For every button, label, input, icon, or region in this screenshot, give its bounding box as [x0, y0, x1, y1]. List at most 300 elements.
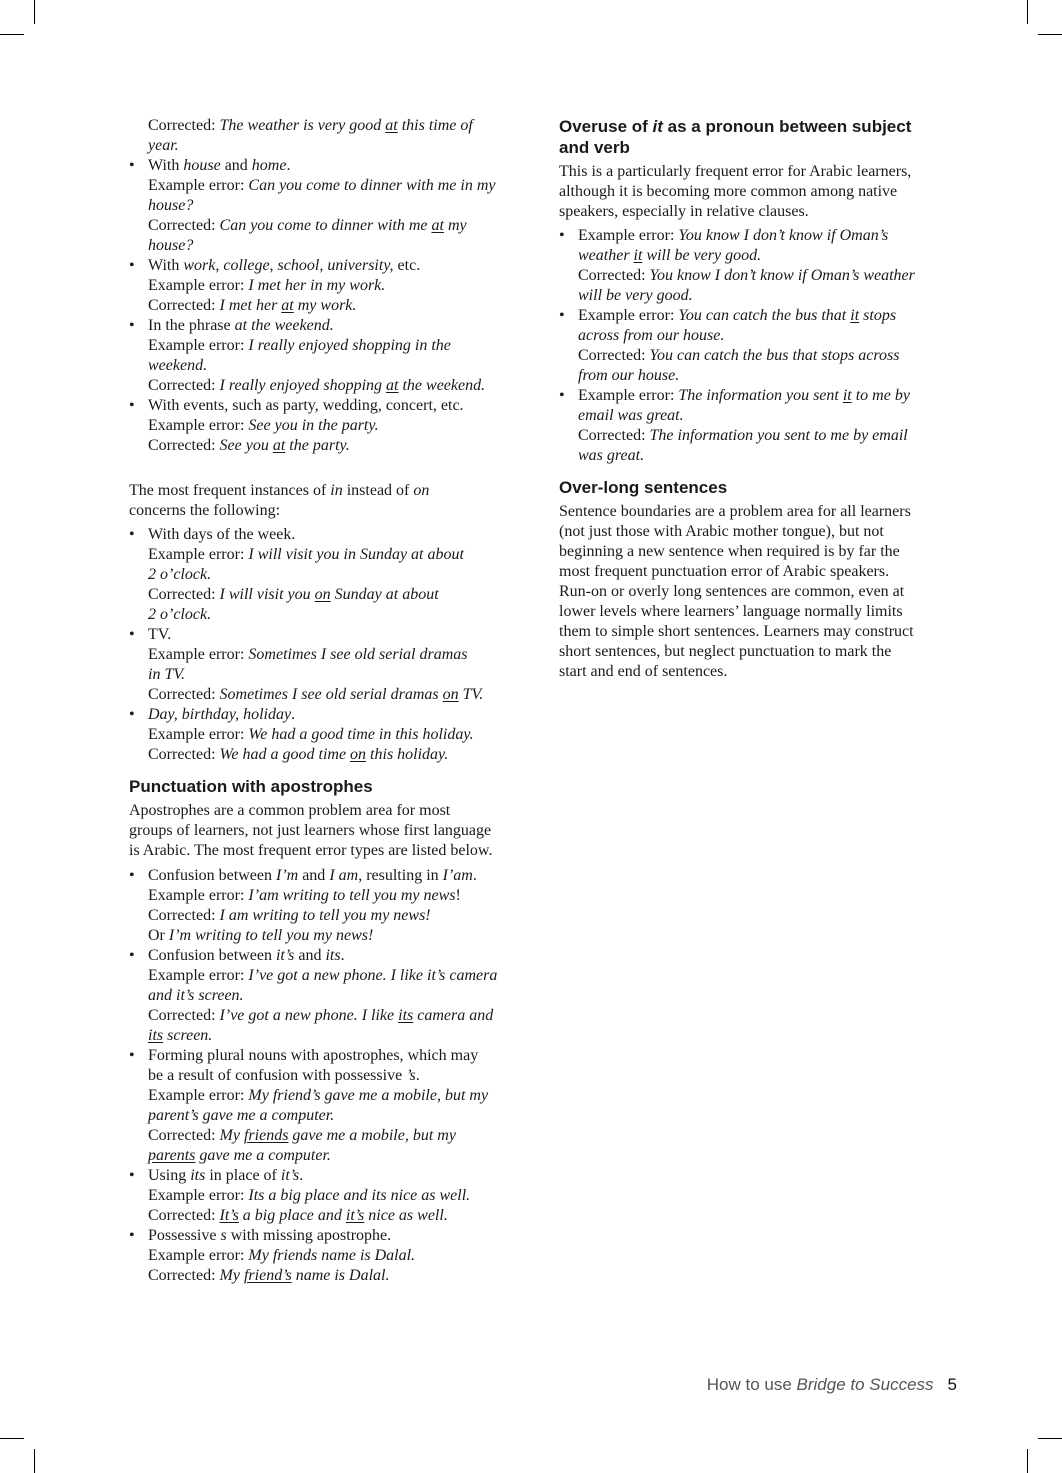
page-number: 5: [947, 1375, 957, 1394]
text: .: [299, 1167, 304, 1184]
text: Corrected:: [148, 217, 220, 234]
text-line: [129, 525, 539, 545]
text: Corrected:: [148, 746, 220, 763]
text: With days of the week.: [148, 526, 296, 543]
paragraph: [129, 801, 539, 861]
italic-text: will be very good.: [578, 287, 693, 304]
italic-text: Sometimes I see old serial dramas: [248, 646, 468, 663]
italic-text: I’am: [442, 867, 473, 884]
bullet-icon: •: [129, 1227, 135, 1244]
italic-text: screen.: [163, 1027, 213, 1044]
italic-text: The information you sent: [678, 387, 843, 404]
italic-text: this time of: [397, 117, 473, 134]
list-item: [129, 316, 539, 396]
bullet-icon: •: [129, 947, 135, 964]
text: With: [148, 257, 184, 274]
italic-text: TV.: [458, 686, 484, 703]
italic-text: I’ve got a new phone. I like it’s camera: [248, 967, 498, 984]
text-line: [129, 196, 539, 216]
text-line: [129, 1046, 539, 1066]
crop-mark: [0, 34, 24, 35]
text: Corrected:: [148, 297, 220, 314]
italic-text: The information you sent to me by email: [649, 427, 908, 444]
list-item: [129, 705, 539, 765]
text: Example error:: [148, 177, 249, 194]
italic-text: I met her in my work.: [248, 277, 386, 294]
text-line: [129, 906, 539, 926]
italic-text: house?: [148, 237, 194, 254]
italic-text: The weather is very good: [219, 117, 386, 134]
paragraph: [129, 116, 539, 156]
italic-text: I really enjoyed shopping: [219, 377, 387, 394]
text-line: [559, 346, 959, 366]
bullet-icon: •: [129, 257, 135, 274]
text-line: [129, 1126, 539, 1146]
text-line: [129, 156, 539, 176]
text-line: [129, 745, 539, 765]
italic-text: weather: [578, 247, 634, 264]
underlined-text: parents: [148, 1147, 196, 1164]
italic-text: s: [220, 1227, 227, 1244]
text: Or: [148, 927, 169, 944]
text: start and end of sentences.: [559, 663, 728, 680]
text: Example error:: [148, 277, 249, 294]
italic-text: it’s: [280, 1167, 300, 1184]
section-heading: [559, 116, 959, 158]
text-line: [129, 501, 539, 521]
text: Corrected:: [148, 1207, 220, 1224]
text-line: [129, 1166, 539, 1186]
crop-mark: [1027, 1449, 1028, 1473]
page-footer: [707, 1375, 957, 1395]
text: although it is becoming more common among native: [559, 183, 898, 200]
text: The most frequent instances of: [129, 482, 331, 499]
text-line: [559, 366, 959, 386]
bullet-icon: •: [129, 1047, 135, 1064]
italic-text: gave me a mobile, but my: [288, 1127, 456, 1144]
italic-text: nice as well.: [364, 1207, 448, 1224]
text: them to simple short sentences. Learners may construct: [559, 623, 914, 640]
text: in place of: [205, 1167, 281, 1184]
text-line: [559, 502, 959, 522]
text-line: [129, 946, 539, 966]
text: beginning a new sentence when required is by far the: [559, 543, 900, 560]
text-line: [129, 725, 539, 745]
underlined-text: friend’s: [243, 1267, 292, 1284]
bullet-icon: •: [559, 227, 565, 244]
text-line: [129, 801, 539, 821]
italic-text: You can catch the bus that: [678, 307, 851, 324]
text: Run-on or overly long sentences are common, even at: [559, 583, 905, 600]
text-line: [129, 1146, 539, 1166]
text: Overuse of: [559, 117, 653, 136]
text: and verb: [559, 138, 630, 157]
italic-text: 2 o’clock.: [148, 566, 212, 583]
text-line: [559, 542, 959, 562]
italic-text: from our house.: [578, 367, 680, 384]
text-line: [129, 1006, 539, 1026]
italic-text: ’s: [406, 1067, 416, 1084]
text: Example error:: [578, 307, 679, 324]
paragraph: [559, 502, 959, 682]
text-line: [559, 116, 959, 137]
bullet-icon: •: [129, 1167, 135, 1184]
text-line: [559, 162, 959, 182]
text: Example error:: [148, 337, 249, 354]
italic-text: Its a big place and its nice as well.: [248, 1187, 471, 1204]
italic-text: the party.: [285, 437, 350, 454]
text-line: [129, 685, 539, 705]
italic-text: work, college, school, university,: [183, 257, 394, 274]
text: Example error:: [148, 546, 249, 563]
section-heading: [129, 776, 539, 797]
italic-text: my work.: [293, 297, 357, 314]
italic-text: name is Dalal.: [291, 1267, 390, 1284]
list-item: [129, 396, 539, 456]
text-line: [129, 481, 539, 501]
underlined-text: at: [272, 437, 286, 454]
text-line: [559, 446, 959, 466]
text-line: [559, 266, 959, 286]
text: Corrected:: [148, 1127, 220, 1144]
italic-text: this holiday.: [366, 746, 449, 763]
italic-text: my: [443, 217, 467, 234]
text: Sentence boundaries are a problem area for all learners: [559, 503, 911, 520]
text: Corrected:: [148, 377, 220, 394]
text-line: [129, 545, 539, 565]
text: Using: [148, 1167, 191, 1184]
underlined-text: at: [431, 217, 444, 234]
list-item: [129, 1226, 539, 1286]
text-line: [129, 665, 539, 685]
italic-text: My: [219, 1267, 244, 1284]
text: Over-long sentences: [559, 478, 728, 497]
text-line: [559, 286, 959, 306]
text: and: [294, 947, 326, 964]
underlined-text: its: [398, 1007, 414, 1024]
text-line: [559, 246, 959, 266]
list-item: [129, 866, 539, 946]
text: most frequent punctuation error of Arabic speakers.: [559, 563, 890, 580]
underlined-text: on: [350, 746, 367, 763]
italic-text: You know I don’t know if Oman’s weather: [649, 267, 915, 284]
text-line: [129, 821, 539, 841]
italic-text: camera and: [413, 1007, 494, 1024]
text-line: [129, 436, 539, 456]
list-item: [129, 1046, 539, 1166]
text: short sentences, but neglect punctuation to mark the: [559, 643, 892, 660]
italic-text: to me by: [851, 387, 910, 404]
text: Example error:: [148, 1247, 249, 1264]
text-line: [129, 336, 539, 356]
text-line: [129, 1226, 539, 1246]
list-item: [129, 256, 539, 316]
text-line: [559, 426, 959, 446]
text-line: [129, 705, 539, 725]
italic-text: I will visit you in Sunday at about: [248, 546, 464, 563]
list-item: [129, 1166, 539, 1226]
text: Forming plural nouns with apostrophes, which may: [148, 1047, 479, 1064]
text-line: [129, 565, 539, 585]
bullet-icon: •: [129, 157, 135, 174]
text: Example error:: [148, 726, 249, 743]
italic-text: its: [190, 1167, 206, 1184]
text: Corrected:: [578, 427, 650, 444]
text-line: [129, 176, 539, 196]
italic-text: its: [325, 947, 341, 964]
underlined-text: on: [442, 686, 459, 703]
text-line: [559, 662, 959, 682]
crop-mark: [34, 1449, 35, 1473]
text: Corrected:: [148, 686, 220, 703]
italic-text: stops: [859, 307, 897, 324]
text: as a pronoun between subject: [662, 117, 912, 136]
text-line: [559, 642, 959, 662]
italic-text: My: [219, 1127, 244, 1144]
text: .: [286, 157, 291, 174]
bullet-icon: •: [559, 307, 565, 324]
text-line: [129, 1246, 539, 1266]
underlined-text: it: [842, 387, 852, 404]
text: TV.: [148, 626, 172, 643]
italic-text: I’m: [275, 867, 299, 884]
underlined-text: friends: [243, 1127, 289, 1144]
italic-text: it: [652, 117, 663, 136]
italic-text: My friends name is Dalal.: [248, 1247, 416, 1264]
text-line: [559, 386, 959, 406]
italic-text: email was great.: [578, 407, 684, 424]
bullet-icon: •: [129, 317, 135, 334]
text: Corrected:: [148, 117, 220, 134]
text-line: [129, 645, 539, 665]
text-line: [559, 562, 959, 582]
text: .: [291, 706, 296, 723]
text-line: [129, 866, 539, 886]
bullet-icon: •: [129, 397, 135, 414]
italic-text: 2 o’clock.: [148, 606, 212, 623]
text-line: [129, 585, 539, 605]
paragraph: [559, 162, 959, 222]
italic-text: in TV.: [148, 666, 186, 683]
italic-text: it’s: [275, 947, 295, 964]
text-line: [129, 236, 539, 256]
italic-text: year.: [148, 137, 179, 154]
text: In the phrase: [148, 317, 235, 334]
bullet-icon: •: [129, 526, 135, 543]
list-item: [129, 156, 539, 256]
text: and: [298, 867, 330, 884]
italic-text: My friend’s gave me a mobile, but my: [248, 1087, 489, 1104]
text: Example error:: [578, 387, 679, 404]
list-item: [559, 386, 959, 466]
text-line: [129, 316, 539, 336]
text-line: [129, 926, 539, 946]
italic-text: Day, birthday, holiday: [148, 706, 292, 723]
crop-mark: [1038, 34, 1062, 35]
italic-text: at the weekend.: [234, 317, 334, 334]
text-line: [129, 841, 539, 861]
text-line: [559, 226, 959, 246]
text-line: [129, 256, 539, 276]
text: groups of learners, not just learners whose first language: [129, 822, 492, 839]
italic-text: I am writing to tell you my news!: [219, 907, 431, 924]
text-line: [129, 1106, 539, 1126]
text: and: [220, 157, 252, 174]
text-line: [129, 1066, 539, 1086]
text-line: [559, 326, 959, 346]
text-line: [129, 116, 539, 136]
text: Example error:: [148, 646, 249, 663]
right-column: [559, 116, 959, 682]
text: Corrected:: [148, 586, 220, 603]
underlined-text: it: [850, 307, 860, 324]
text-line: [129, 376, 539, 396]
italic-text: You can catch the bus that stops across: [649, 347, 900, 364]
text: Corrected:: [578, 267, 650, 284]
underlined-text: it: [633, 247, 643, 264]
text-line: [129, 1186, 539, 1206]
list-item: [129, 525, 539, 625]
text-line: [129, 625, 539, 645]
text: Corrected:: [148, 907, 220, 924]
italic-text: a big place and: [238, 1207, 346, 1224]
text: speakers, especially in relative clauses.: [559, 203, 809, 220]
text: Example error:: [578, 227, 679, 244]
text: Example error:: [148, 417, 249, 434]
text-line: [129, 356, 539, 376]
text: with missing apostrophe.: [226, 1227, 392, 1244]
text-line: [559, 306, 959, 326]
italic-text: gave me a computer.: [195, 1147, 331, 1164]
list-item: [559, 306, 959, 386]
text: Corrected:: [148, 437, 220, 454]
text-line: [129, 276, 539, 296]
text: Apostrophes are a common problem area for most: [129, 802, 451, 819]
text-line: [129, 1026, 539, 1046]
italic-text: Can you come to dinner with me: [219, 217, 432, 234]
italic-text: house: [183, 157, 221, 174]
italic-text: house?: [148, 197, 194, 214]
text: Confusion between: [148, 867, 276, 884]
italic-text: I really enjoyed shopping in the: [248, 337, 451, 354]
text: Example error:: [148, 1187, 249, 1204]
text: !: [455, 887, 461, 904]
text-line: [129, 136, 539, 156]
italic-text: I met her: [219, 297, 282, 314]
text: is Arabic. The most frequent error types are listed below.: [129, 842, 493, 859]
text-line: [559, 522, 959, 542]
text-line: [129, 986, 539, 1006]
bullet-icon: •: [559, 387, 565, 404]
crop-mark: [1038, 1438, 1062, 1439]
text: This is a particularly frequent error for Arabic learners,: [559, 163, 912, 180]
text-line: [129, 966, 539, 986]
underlined-text: it’s: [345, 1207, 365, 1224]
list-item: [129, 946, 539, 1046]
bullet-icon: •: [129, 626, 135, 643]
text-line: [559, 477, 959, 498]
text-line: [559, 182, 959, 202]
text-line: [129, 396, 539, 416]
italic-text: I’m writing to tell you my news!: [168, 927, 374, 944]
text-line: [559, 602, 959, 622]
crop-mark: [34, 0, 35, 24]
text: Punctuation with apostrophes: [129, 777, 373, 796]
text-line: [129, 776, 539, 797]
underlined-text: at: [386, 377, 399, 394]
text-line: [129, 886, 539, 906]
italic-text: I’ve got a new phone. I like: [219, 1007, 399, 1024]
text: Example error:: [148, 887, 249, 904]
bullet-icon: •: [129, 706, 135, 723]
text: With events, such as party, wedding, concert, etc.: [148, 397, 464, 414]
text: Example error:: [148, 1087, 249, 1104]
italic-text: will be very good.: [642, 247, 762, 264]
text: .: [415, 1067, 420, 1084]
underlined-text: at: [385, 117, 398, 134]
italic-text: See you in the party.: [248, 417, 379, 434]
underlined-text: its: [148, 1027, 164, 1044]
italic-text: the weekend.: [398, 377, 486, 394]
italic-text: and it’s screen.: [148, 987, 244, 1004]
italic-text: Can you come to dinner with me in my: [248, 177, 496, 194]
text: Corrected:: [148, 1267, 220, 1284]
italic-text: We had a good time: [219, 746, 351, 763]
text-line: [129, 1206, 539, 1226]
italic-text: home: [251, 157, 287, 174]
italic-text: Sometimes I see old serial dramas: [219, 686, 443, 703]
italic-text: on: [413, 482, 430, 499]
text: Example error:: [148, 967, 249, 984]
text: .: [472, 867, 477, 884]
text: .: [340, 947, 345, 964]
text-line: [129, 1086, 539, 1106]
text: (not just those with Arabic mother tongue), but not: [559, 523, 884, 540]
italic-text: was great.: [578, 447, 645, 464]
text: Confusion between: [148, 947, 276, 964]
paragraph: [129, 481, 539, 521]
italic-text: in: [330, 482, 343, 499]
section-heading: [559, 477, 959, 498]
underlined-text: on: [314, 586, 331, 603]
italic-text: You know I don’t know if Oman’s: [678, 227, 889, 244]
left-column: [129, 116, 539, 1286]
italic-text: Sunday at about: [330, 586, 439, 603]
footer-book-title: Bridge to Success: [796, 1375, 934, 1394]
text: be a result of confusion with possessive: [148, 1067, 407, 1084]
text: concerns the following:: [129, 502, 281, 519]
text: , resulting in: [358, 867, 443, 884]
text-line: [129, 605, 539, 625]
text-line: [559, 202, 959, 222]
italic-text: I will visit you: [219, 586, 315, 603]
italic-text: We had a good time in this holiday.: [248, 726, 474, 743]
text-line: [559, 137, 959, 158]
text: lower levels where learners’ language normally limits: [559, 603, 903, 620]
text-line: [129, 416, 539, 436]
italic-text: I am: [329, 867, 359, 884]
text-line: [559, 622, 959, 642]
text-line: [559, 406, 959, 426]
italic-text: parent’s gave me a computer.: [148, 1107, 335, 1124]
text: Corrected:: [578, 347, 650, 364]
text-line: [129, 296, 539, 316]
list-item: [129, 625, 539, 705]
underlined-text: at: [281, 297, 294, 314]
list-item: [559, 226, 959, 306]
text-line: [559, 582, 959, 602]
underlined-text: It’s: [219, 1207, 239, 1224]
